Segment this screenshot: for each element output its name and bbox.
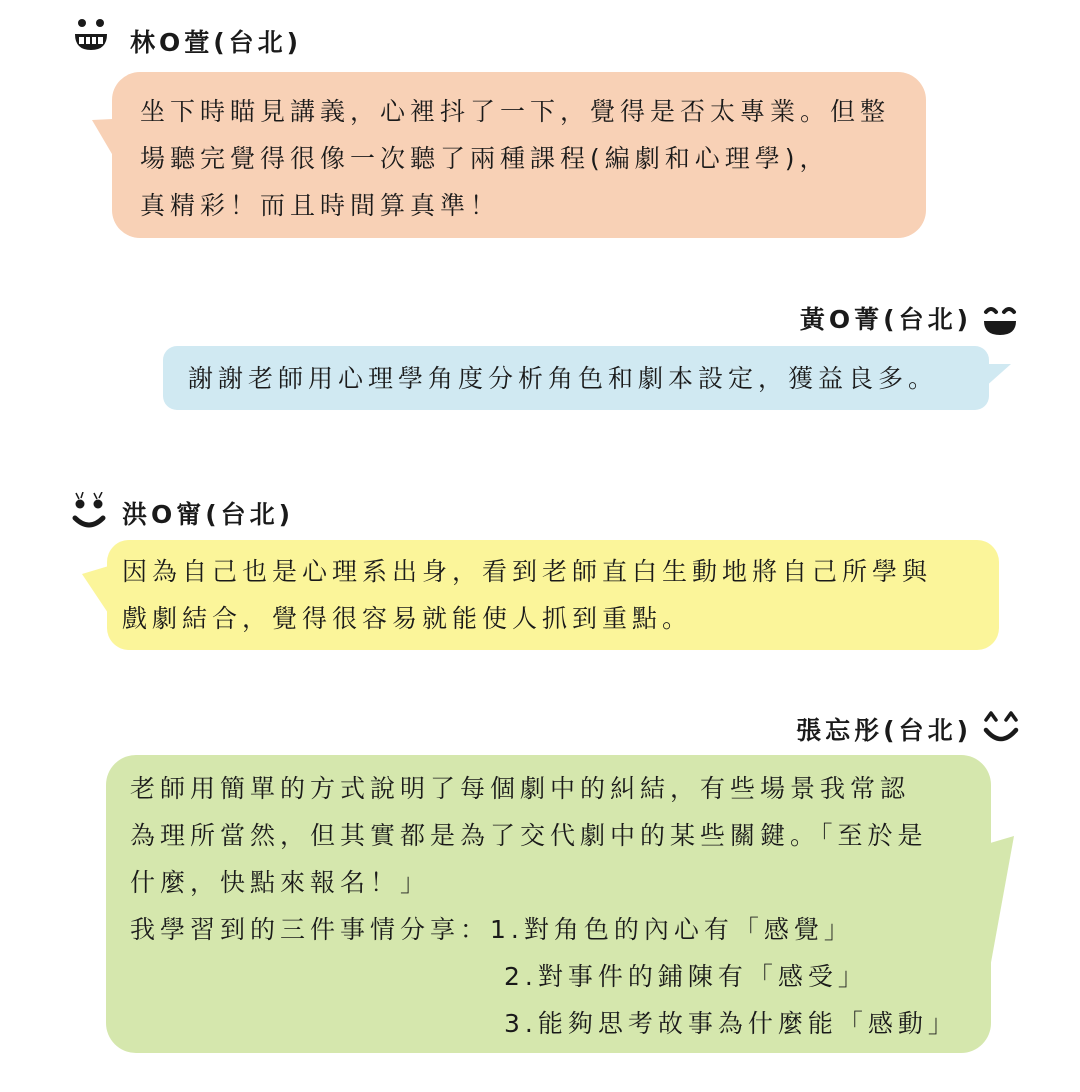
comment-text xyxy=(130,765,958,1047)
text-line: 老師用簡單的方式說明了每個劇中的糾結，有些場景我常認 xyxy=(130,774,911,803)
commenter-name: 林O萱(台北) xyxy=(130,28,303,57)
comment-text xyxy=(140,88,890,229)
commenter-name: 黃O菁(台北) xyxy=(799,305,972,334)
smiling-face-icon xyxy=(982,303,1018,337)
text-line: 戲劇結合，覺得很容易就能使人抓到重點。 xyxy=(122,604,693,633)
grinning-face-icon xyxy=(72,18,110,54)
text-line: 謝謝老師用心理學角度分析角色和劇本設定，獲益良多。 xyxy=(188,364,939,393)
text-line: 3.能夠思考故事為什麼能「感動」 xyxy=(504,1009,958,1038)
text-line: 坐下時瞄見講義，心裡抖了一下，覺得是否太專業。但整 xyxy=(140,97,891,126)
happy-eyes-face-icon xyxy=(982,710,1020,746)
text-line: 因為自己也是心理系出身，看到老師直白生動地將自己所學與 xyxy=(122,557,933,586)
text-line: 我學習到的三件事情分享：1.對角色的內心有「感覺」 xyxy=(130,915,854,944)
comment-text xyxy=(188,355,938,402)
text-line: 場聽完覺得很像一次聽了兩種課程(編劇和心理學)， xyxy=(140,144,830,173)
text-line: 什麼，快點來報名！」 xyxy=(130,868,431,897)
smile-with-lashes-icon xyxy=(70,492,110,534)
commenter-name: 張忘彤(台北) xyxy=(796,716,972,745)
text-line: 真精彩！而且時間算真準！ xyxy=(140,191,501,220)
text-line: 為理所當然，但其實都是為了交代劇中的某些關鍵。「至於是 xyxy=(130,821,928,850)
comment-text xyxy=(122,548,932,642)
commenter-name: 洪O甯(台北) xyxy=(122,500,295,529)
text-line: 2.對事件的鋪陳有「感受」 xyxy=(504,962,868,991)
